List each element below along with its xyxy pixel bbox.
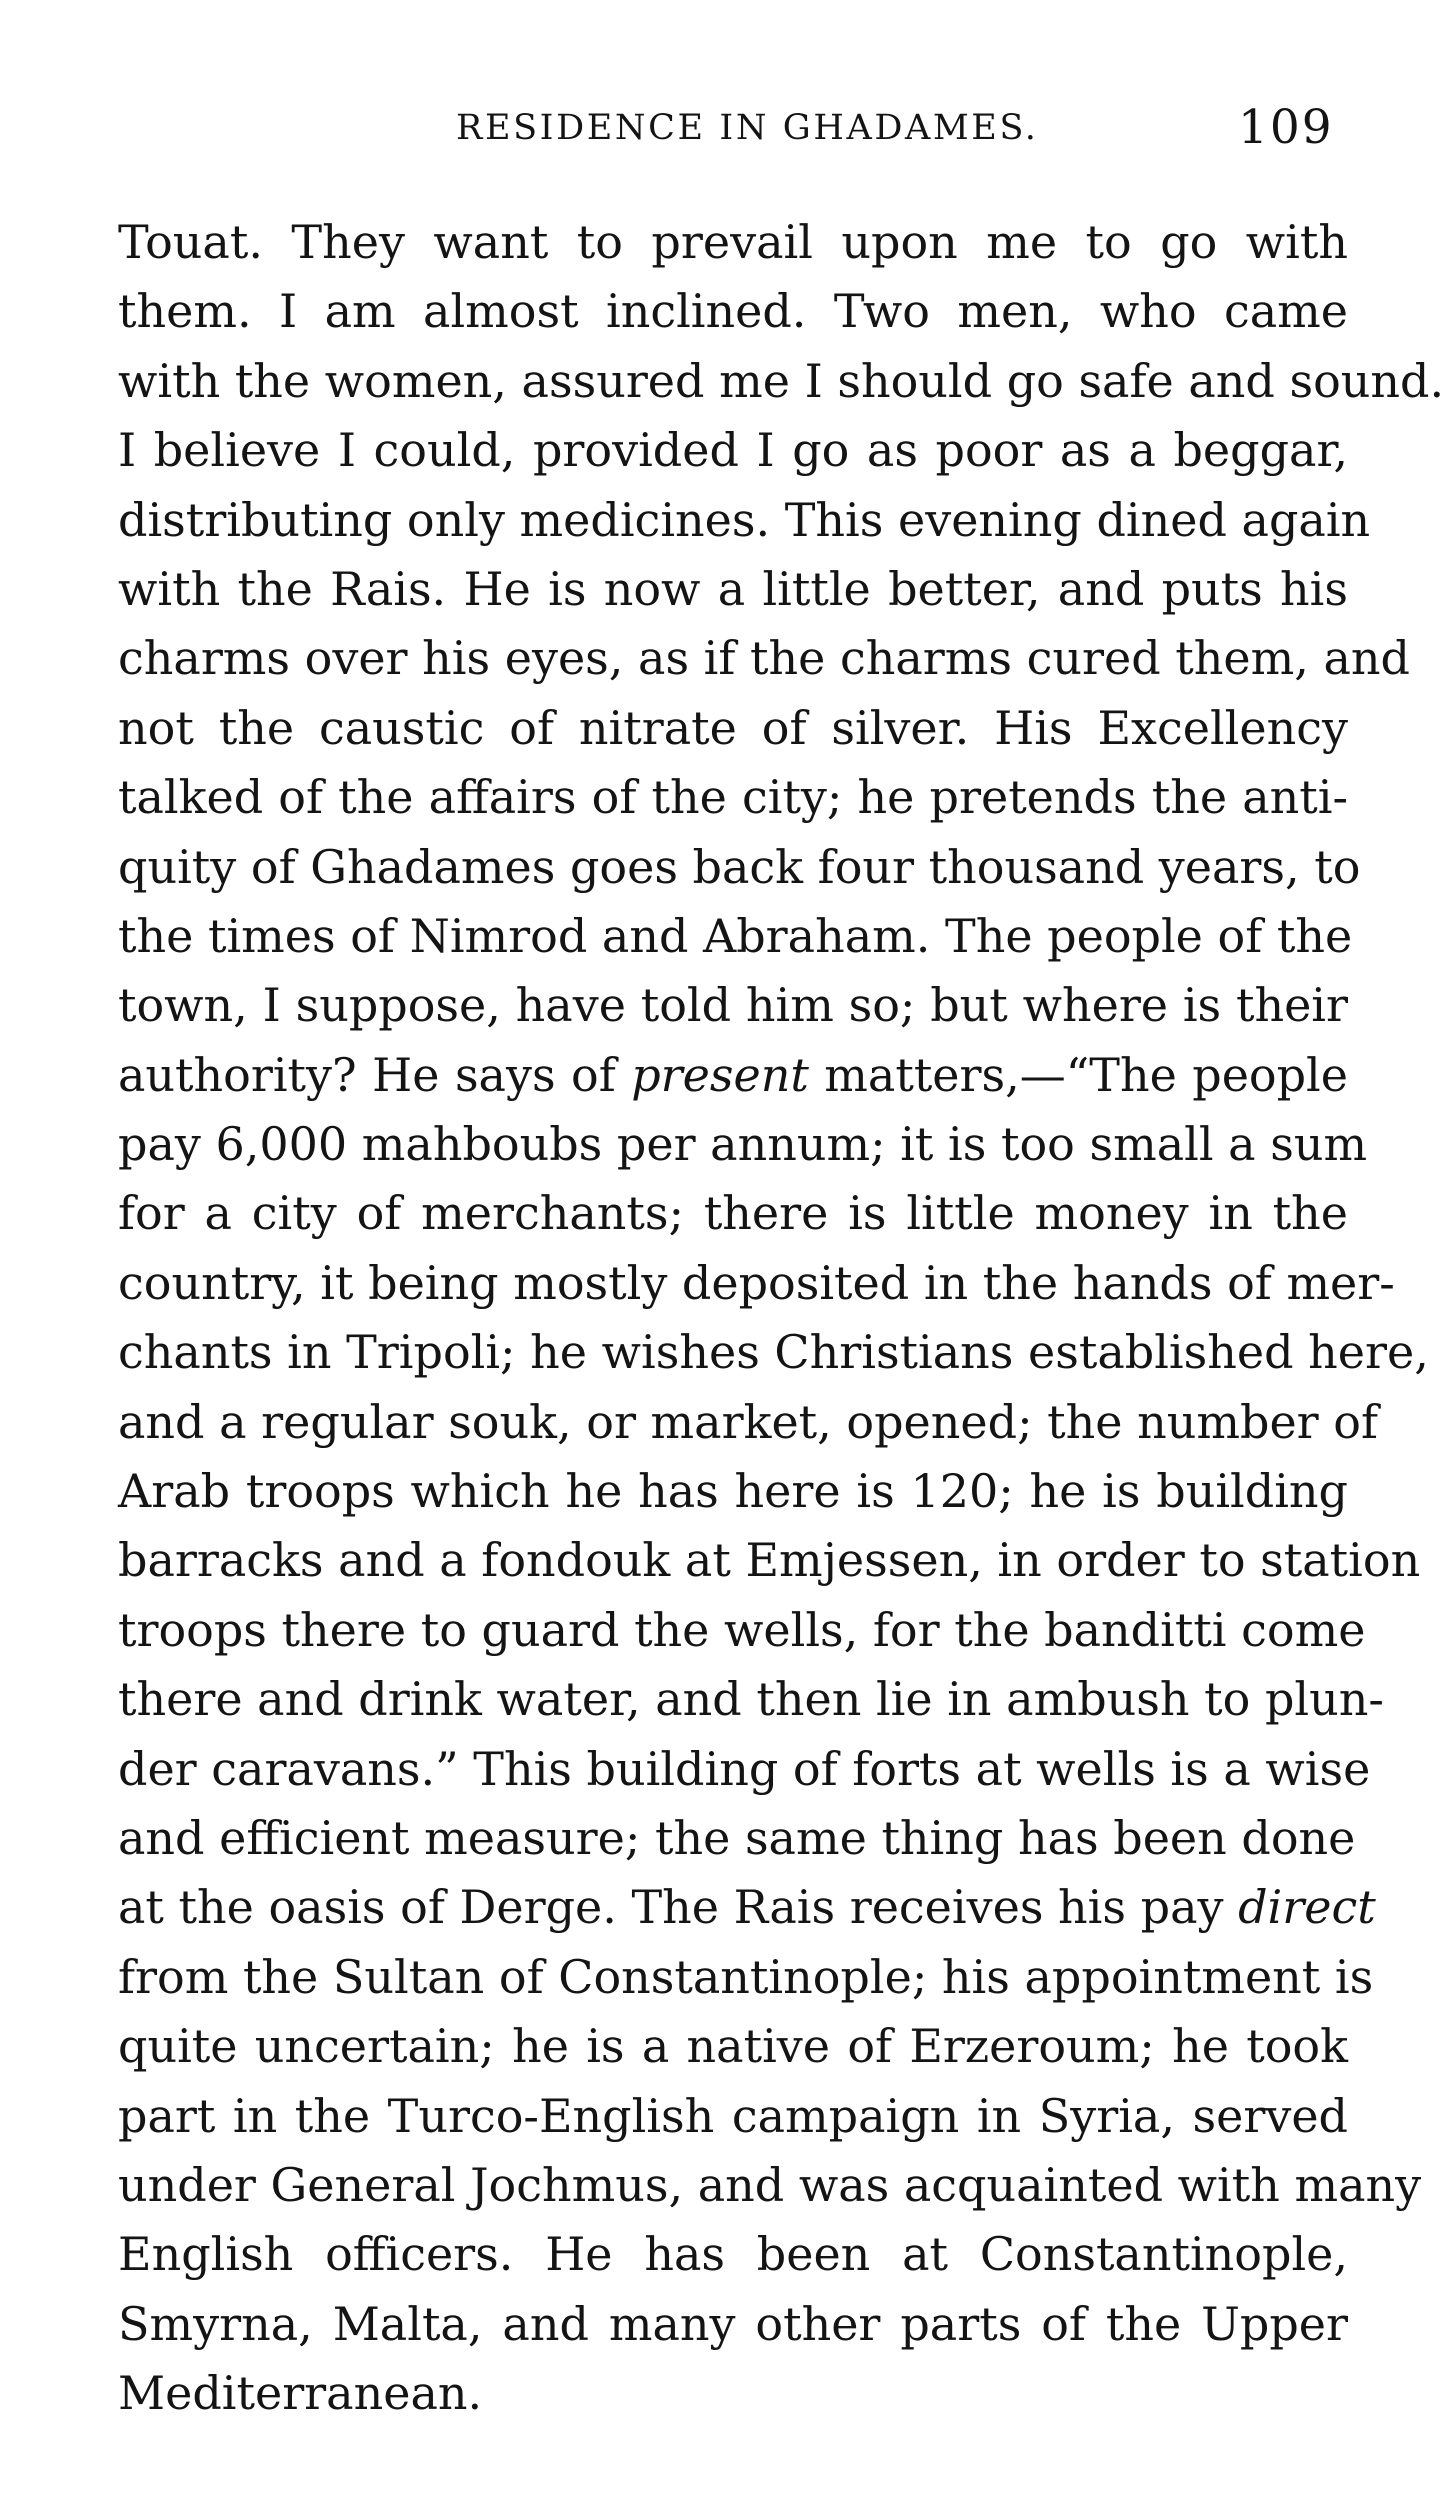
text-line: for a city of merchants; there is little money in the [118,1186,1348,1241]
text-line: the times of Nimrod and Abraham. The people of the [118,908,1353,963]
text-line: Mediterranean. [118,2366,483,2421]
running-head-title: RESIDENCE IN GHADAMES. [456,108,1039,148]
text-line: quite uncertain; he is a native of Erzeroum; he took [118,2019,1348,2074]
text-line: Arab troops which he has here is 120; he is building [118,1464,1348,1519]
text-line: from the Sultan of Constantinople; his appointment is [118,1949,1374,2004]
page-number: 109 [1238,100,1334,155]
text-line: pay 6,000 mahboubs per annum; it is too small a sum [118,1117,1368,1172]
text-line: Touat. They want to prevail upon me to go with [118,215,1348,269]
italic-word: present [631,1047,809,1102]
text-line: I believe I could, provided I go as poor as a beggar, [118,423,1348,478]
italic-word: direct [1238,1880,1376,1935]
text-line: under General Jochmus, and was acquainted with many [118,2157,1422,2212]
text-line: part in the Turco-English campaign in Syria, served [118,2088,1348,2143]
text-line: town, I suppose, have told him so; but where is their [118,978,1348,1033]
text-line: chants in Tripoli; he wishes Christians established here, [118,1325,1429,1380]
text-line: with the Rais. He is now a little better, and puts his [118,561,1348,616]
text-line: there and drink water, and then lie in ambush to plun- [118,1672,1384,1727]
text-line: barracks and a fondouk at Emjessen, in order to station [118,1533,1421,1588]
text-line: charms over his eyes, as if the charms cured them, and [118,631,1410,686]
body-text [118,208,1445,2429]
text-line [118,1041,1348,1110]
text-line: and efficient measure; the same thing has been done [118,1810,1356,1865]
text-line: and a regular souk, or market, opened; the number of [118,1394,1379,1449]
text-line: der caravans.” This building of forts at wells is a wise [118,1741,1371,1796]
text-line: with the women, assured me I should go safe and sound. [118,353,1445,408]
text-run: at the oasis of Derge. The Rais receives his pay [118,1880,1239,1935]
text-run: authority? He says of [118,1047,632,1102]
text-line: distributing only medicines. This evening dined again [118,492,1371,547]
text-run: matters,—“The people [808,1047,1348,1102]
text-line: not the caustic of nitrate of silver. His Excellency [118,700,1348,755]
text-line: Smyrna, Malta, and many other parts of the Upper [118,2296,1348,2351]
text-line [118,1873,1376,1942]
text-line: talked of the affairs of the city; he pretends the anti- [118,770,1348,825]
text-line: country, it being mostly deposited in the hands of mer- [118,1255,1395,1310]
text-line: troops there to guard the wells, for the banditti come [118,1602,1366,1657]
text-line: English officers. He has been at Constantinople, [118,2227,1348,2282]
text-line: them. I am almost inclined. Two men, who came [118,284,1348,339]
text-line: quity of Ghadames goes back four thousand years, to [118,839,1361,894]
running-head [0,98,1450,158]
